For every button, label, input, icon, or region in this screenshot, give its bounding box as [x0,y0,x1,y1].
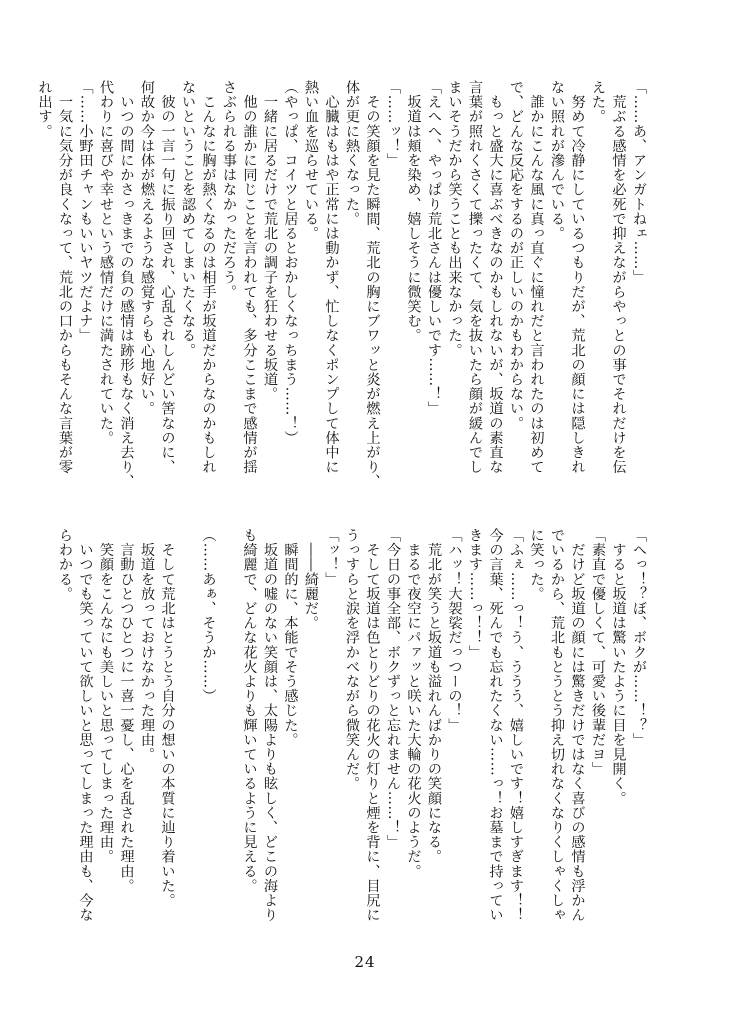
text-line: 「ッ！」 [323,528,340,587]
text-line: 荒ぶる感情を必死で抑えながらやっとの事でそれだけを伝 [610,80,627,475]
text-line: 一緒に居るだけで荒北の調子を狂わせる坂道。 [262,80,278,402]
text-line: 坂道の嘘のない笑顔は、太陽よりも眩しく、どこの海より [262,528,278,923]
text-line: うっすらと涙を浮かべながら微笑んだ。 [344,528,360,791]
text-line: もっと盛大に喜ぶべきなのかもしれないが、坂道の素直な [487,80,504,475]
text-line: 笑顔をこんなにも美しいと思ってしまった理由。 [98,528,114,864]
text-line: に笑った。 [528,528,545,601]
text-line: だけど坂道の顔には驚きだけではなく喜びの感情も浮かん [569,528,586,923]
text-line: 言葉が照れくさくて擽ったくて、気を抜いたら顔が緩んでし [467,80,483,475]
text-line: （やっぱ、コイツと居るとおかしくなっちまう……！） [282,80,299,445]
text-line: でいるから、荒北もとうとう抑え切れなくなりくしゃくしゃ [549,528,565,923]
text-line: いつでも笑っていて欲しいと思ってしまった理由も、今な [77,528,94,923]
text-line: 「……小野田チャンもいいヤツだよナ」 [77,80,94,343]
text-line: （……あぁ、そうか……） [200,528,217,704]
text-line: 「……あ、アンガトねェ……」 [631,80,647,285]
text-line: らわかる。 [57,528,73,601]
text-line: ないということを認めてしまいたくなる。 [180,80,196,358]
text-line: 一気に気分が良くなって、荒北の口からもそんな言葉が零 [57,80,73,475]
text-line: 「今日の事全部、ボクずっと忘れません……！」 [385,528,401,850]
blank-line [219,528,240,948]
text-line: 「素直で優しくて、可愛い後輩だヨ」 [590,528,606,777]
text-line: そして荒北はとうとう自分の想いの本質に辿り着いた。 [159,528,176,908]
text-line: まるで夜空にパァッと咲いた大輪の花火のようだ。 [405,528,422,879]
text-line: えた。 [590,80,606,124]
text-line: 「ハッ！大袈裟だっつーの！」 [446,528,463,733]
text-line: まいそうだから笑うことも出来なかった。 [446,80,463,358]
text-line: ない照れが滲んでいる。 [549,80,565,241]
text-line: さぶられる事はなかっただろう。 [221,80,237,299]
text-line: 荒北が笑うと坂道も溢れんばかりの笑顔になる。 [426,528,442,864]
upper-text-block [36,80,649,500]
text-line: 代わりに喜びや幸せという感情だけに満たされていた。 [98,80,114,445]
text-line: 坂道は頬を染め、嬉しそうに微笑む。 [405,80,422,343]
text-line: 言動ひとつひとつに一喜一憂し、心を乱された理由。 [118,528,135,893]
text-line: 「……ッ！」 [385,80,401,168]
text-line: 瞬間的に、本能でそう感じた。 [282,528,299,747]
text-line: 他の誰かに同じことを言われても、多分ここまで感情が揺 [241,80,258,475]
text-line: 心臓はもはや正常には動かず、忙しなくポンプして体中に [323,80,340,475]
text-line: れ出す。 [36,80,53,139]
text-line: で、どんな反応をするのが正しいのかもわからない。 [508,80,524,431]
text-line: 「へっ！？ぼ、ボクが……！？」 [631,528,647,747]
text-line: 誰かにこんな風に真っ直ぐに憧れだと言われたのは初めて [528,80,545,475]
text-line: ――綺麗だ。 [303,528,319,631]
text-line: その笑顔を見た瞬間、荒北の胸にブワッと炎が燃え上がり、 [364,80,381,489]
text-line: も綺麗で、どんな花火よりも輝いているように見える。 [241,528,258,893]
text-line: 体が更に熱くなった。 [344,80,360,226]
text-line: 坂道を放っておけなかった理由。 [139,528,155,762]
text-line: 彼の一言一句に振り回され、心乱されしんどい筈なのに、 [159,80,176,475]
text-line: きます……っ！！」 [467,528,483,660]
text-line: こんなに胸が熱くなるのは相手が坂道だからなのかもしれ [200,80,217,475]
text-line: いつの間にかさっきまでの負の感情は跡形もなく消え去り、 [118,80,135,489]
text-line: 「ふぇ……っ！う、ううう、嬉しいです！嬉しすぎます！！ [508,528,524,923]
text-line: 熱い血を巡らせている。 [303,80,319,241]
blank-line [178,528,199,948]
page-number: 24 [354,953,376,971]
lower-text-block [57,528,649,948]
text-line: 「えへへ、やっぱり荒北さんは優しいです……！」 [426,80,442,416]
text-line: 努めて冷静にしているつもりだが、荒北の顔には隠しきれ [569,80,586,475]
text-line: 今の言葉、死んでも忘れたくない……っ！お墓まで持ってい [487,528,504,923]
text-line: すると坂道は驚いたように目を見開く。 [610,528,627,806]
text-line: そして坂道は色とりどりの花火の灯りと煙を背に、目尻に [364,528,381,923]
text-line: 何故か今は体が燃えるような感覚すらも心地好い。 [139,80,155,416]
